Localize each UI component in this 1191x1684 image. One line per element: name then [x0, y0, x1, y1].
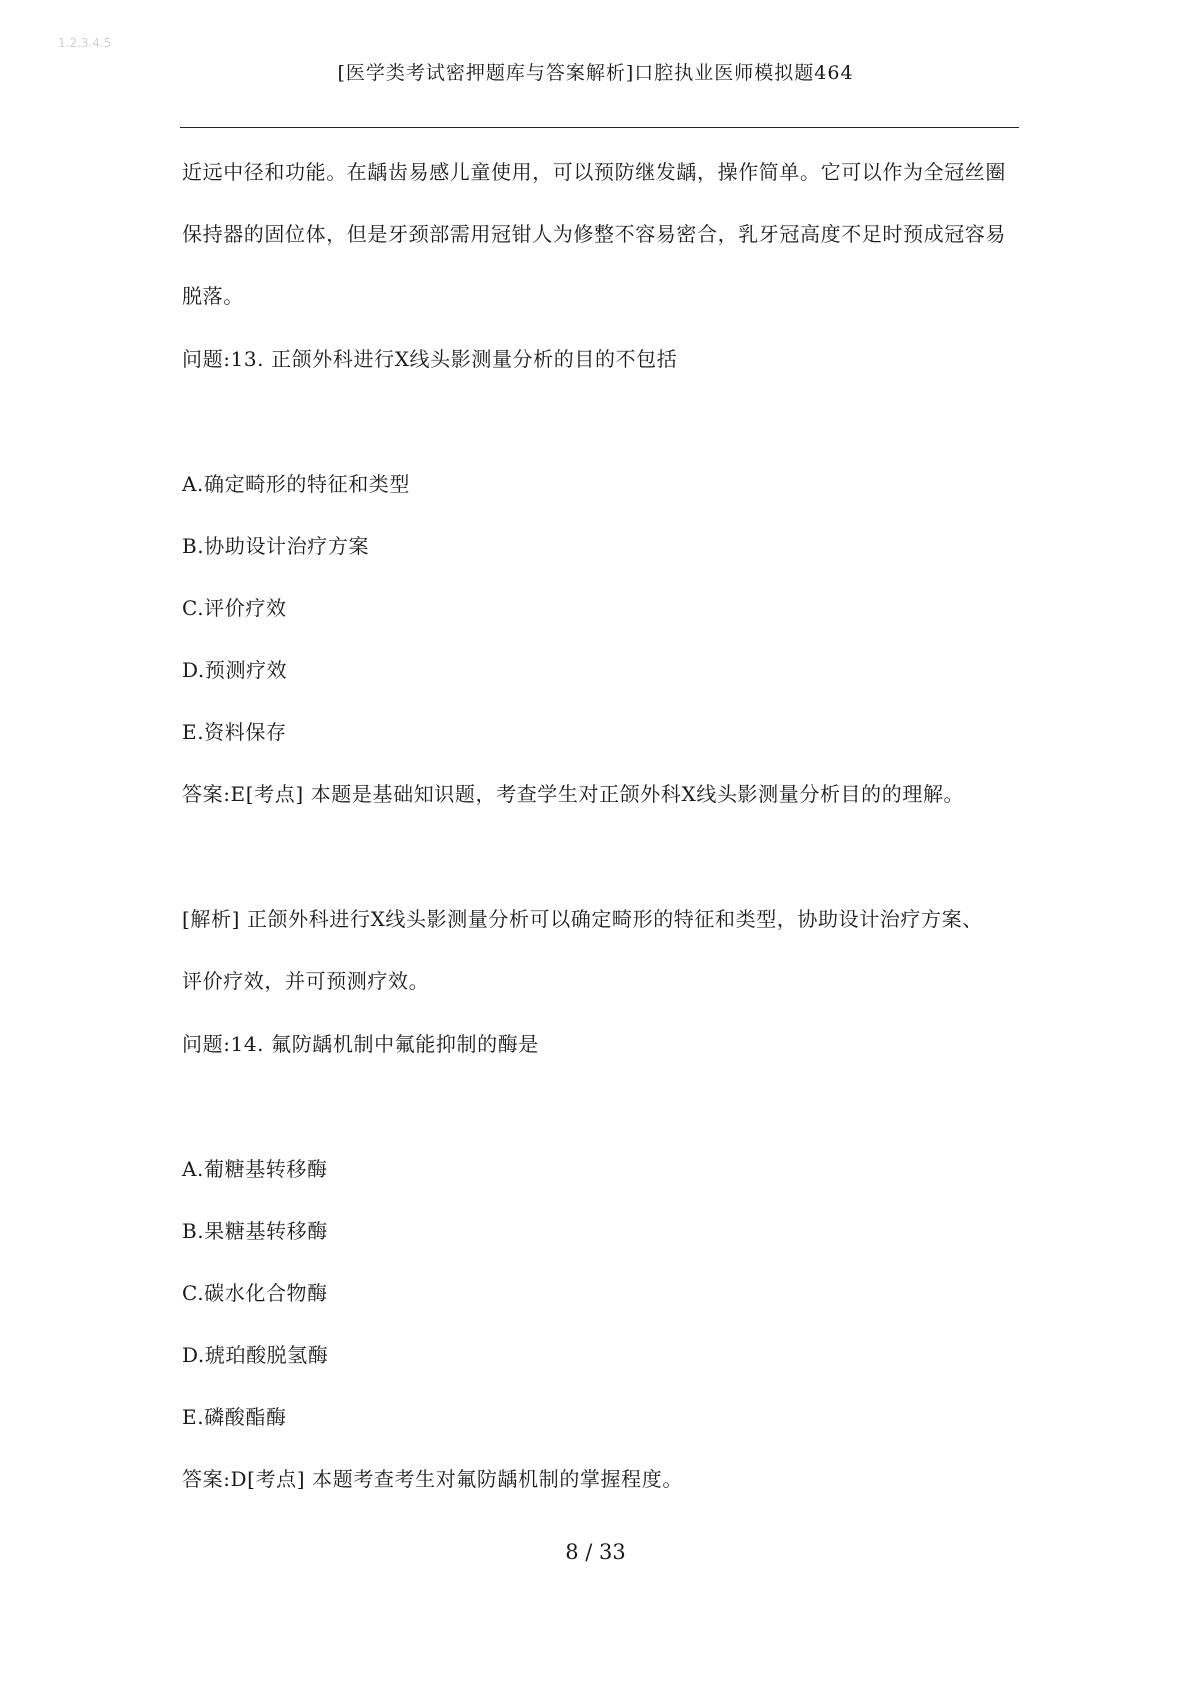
- q13-option-b: B.协助设计治疗方案: [182, 534, 370, 558]
- page-header-title: [医学类考试密押题库与答案解析]口腔执业医师模拟题464: [337, 62, 854, 84]
- q13-option-e: E.资料保存: [182, 720, 287, 744]
- q13-answer: 答案:E[考点] 本题是基础知识题，考查学生对正颌外科X线头影测量分析目的的理解。: [182, 782, 965, 806]
- paragraph-line: 脱落。: [182, 284, 244, 308]
- q14-answer: 答案:D[考点] 本题考查考生对氟防龋机制的掌握程度。: [182, 1467, 683, 1491]
- q13-analysis-line: 评价疗效，并可预测疗效。: [182, 969, 430, 993]
- paragraph-line: 近远中径和功能。在龋齿易感儿童使用，可以预防继发龋，操作简单。它可以作为全冠丝圈: [182, 160, 1006, 184]
- header-divider: [180, 127, 1019, 128]
- q14-option-c: C.碳水化合物酶: [182, 1281, 328, 1305]
- q13-option-d: D.预测疗效: [182, 658, 288, 682]
- paragraph-line: 保持器的固位体，但是牙颈部需用冠钳人为修整不容易密合，乳牙冠高度不足时预成冠容易: [182, 222, 1006, 246]
- q14-option-d: D.琥珀酸脱氢酶: [182, 1343, 329, 1367]
- q14-option-e: E.磷酸酯酶: [182, 1405, 287, 1429]
- q13-analysis-line: [解析] 正颌外科进行X线头影测量分析可以确定畸形的特征和类型，协助设计治疗方案、: [182, 907, 983, 931]
- q13-option-c: C.评价疗效: [182, 596, 287, 620]
- page-number: 8 / 33: [565, 1540, 626, 1564]
- question-14-text: 问题:14. 氟防龋机制中氟能抑制的酶是: [182, 1032, 539, 1056]
- q13-option-a: A.确定畸形的特征和类型: [182, 472, 411, 496]
- corner-mark: 1.2.3.4.5: [58, 36, 112, 50]
- q14-option-b: B.果糖基转移酶: [182, 1219, 328, 1243]
- q14-option-a: A.葡糖基转移酶: [182, 1157, 328, 1181]
- question-13-text: 问题:13. 正颌外科进行X线头影测量分析的目的不包括: [182, 347, 678, 371]
